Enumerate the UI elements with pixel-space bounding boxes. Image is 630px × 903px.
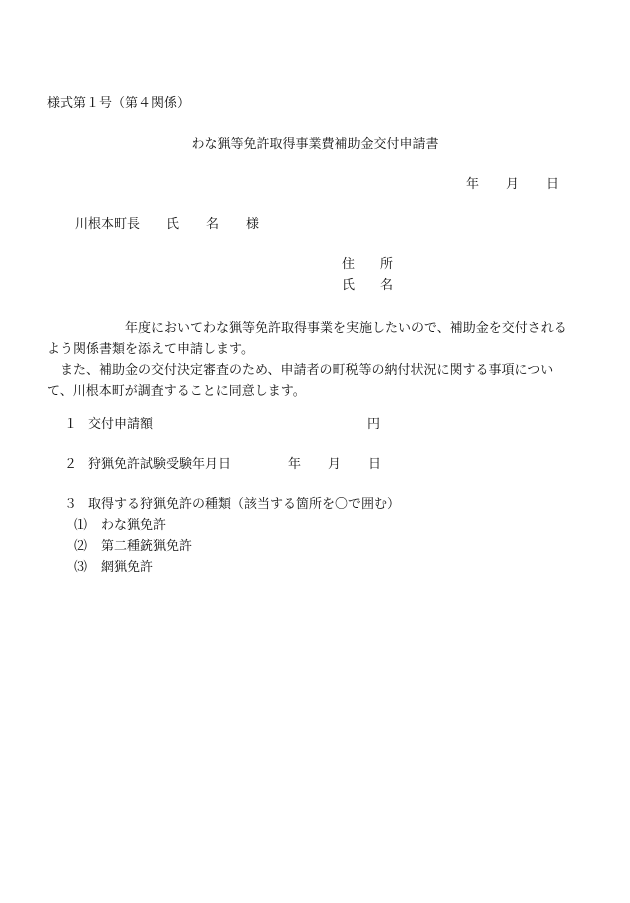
license-option-number: ⑴ [74,518,88,533]
addressee-honorific: 様 [246,217,260,232]
item-2-year-label: 年 [288,457,302,472]
item-1-label: 交付申請額 [88,417,154,432]
form-title: わな猟等免許取得事業費補助金交付申請書 [191,137,439,152]
addressee-name-char-2: 名 [206,217,220,232]
date-month-label: 月 [506,177,520,192]
license-option-number: ⑶ [74,560,88,575]
item-3-number: ３ [64,497,78,512]
applicant-name-label-2: 名 [380,278,394,293]
application-body [47,318,577,402]
applicant-name-label-1: 氏 [342,278,356,293]
item-2-day-label: 日 [368,457,382,472]
item-3-label: 取得する狩猟免許の種類（該当する箇所を〇で囲む） [88,497,401,512]
item-2-label: 狩猟免許試験受験年月日 [88,457,232,472]
item-2-number: ２ [64,457,78,472]
addressee-mayor: 川根本町長 [75,217,141,232]
date-day-label: 日 [546,177,560,192]
item-1-number: １ [64,417,78,432]
applicant-address-label-2: 所 [380,257,394,272]
license-option-gun-type2: 第二種銃猟免許 [101,539,193,554]
applicant-address-label-1: 住 [342,257,356,272]
license-option-trap: わな猟免許 [101,518,167,533]
body-paragraph-consent: また、補助金の交付決定審査のため、申請者の町税等の納付状況に関する事項について、川根本町が調査することに同意します。 [47,363,554,399]
license-option-number: ⑵ [74,539,88,554]
form-number: 様式第１号（第４関係） [47,96,191,111]
item-1-unit: 円 [367,417,381,432]
date-year-label: 年 [466,177,480,192]
item-2-month-label: 月 [328,457,342,472]
body-paragraph-request: 年度においてわな猟等免許取得事業を実施したいので、補助金を交付されるよう関係書類を添えて申請します。 [47,321,567,357]
license-option-net: 網猟免許 [101,560,154,575]
addressee-name-char-1: 氏 [166,217,180,232]
